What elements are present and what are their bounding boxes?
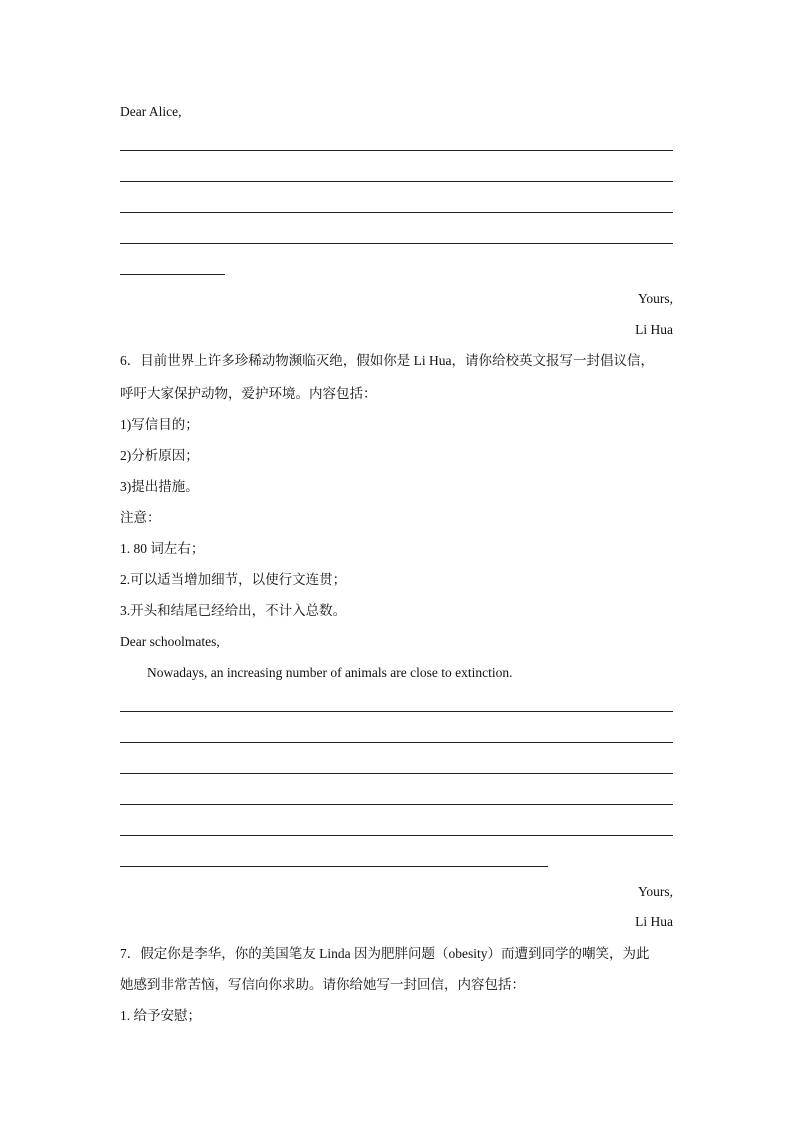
q6-prompt-line2: 呼吁大家保护动物，爱护环境。内容包括： [120,386,377,401]
answer-line [120,804,673,805]
q7-prompt-line2: 她感到非常苦恼，写信向你求助。请你给她写一封回信，内容包括： [120,977,525,992]
q6-opening-sentence: Nowadays, an increasing number of animals are close to extinction. [147,665,513,680]
answer-line [120,150,673,151]
q6-note-3: 3.开头和结尾已经给出，不计入总数。 [120,603,347,618]
answer-line [120,773,673,774]
answer-line-short [120,274,225,275]
answer-line [120,212,673,213]
answer-line-short [120,866,548,867]
answer-line [120,742,673,743]
q6-item-2: 2)分析原因； [120,448,199,463]
letter1-salutation: Dear Alice, [120,104,182,119]
letter1-signature: Li Hua [635,322,673,337]
answer-line [120,711,673,712]
q7-prompt-line1: 7．假定你是李华，你的美国笔友 Linda 因为肥胖问题（obesity）而遭到同学的嘲笑，为此 [120,946,650,961]
q6-notes-label: 注意： [120,510,161,525]
letter1-closing: Yours, [637,291,673,306]
q6-prompt-line1: 6．目前世界上许多珍稀动物濒临灭绝，假如你是 Li Hua，请你给校英文报写一封倡议信， [120,353,654,368]
q6-signature: Li Hua [635,914,673,929]
q6-item-3: 3)提出措施。 [120,479,199,494]
q6-item-1: 1)写信目的； [120,417,199,432]
answer-line [120,835,673,836]
q6-note-1: 1. 80 词左右； [120,541,205,556]
answer-line [120,243,673,244]
q6-salutation: Dear schoolmates, [120,634,220,649]
answer-line [120,181,673,182]
q6-closing: Yours, [637,884,673,899]
q6-note-2: 2.可以适当增加细节，以使行文连贯； [120,572,347,587]
q7-item-1: 1. 给予安慰； [120,1008,201,1023]
